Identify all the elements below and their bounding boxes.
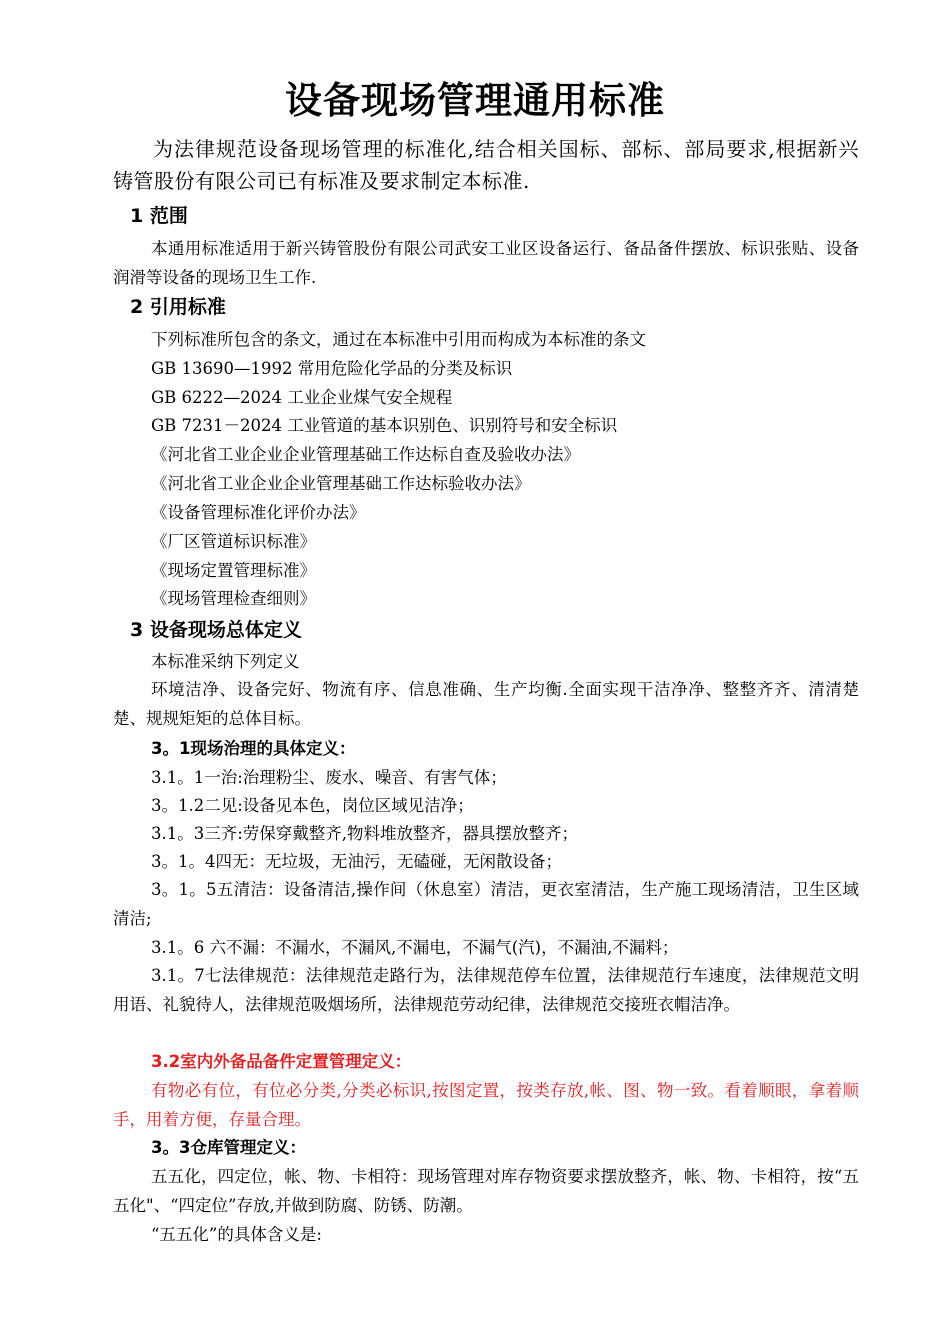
section-3-3-text: 五五化，四定位，帐、物、卡相符：现场管理对库存物资要求摆放整齐，帐、物、卡相符，按“五五化"、“四定位”存放,并做到防腐、防锈、防潮。: [113, 1167, 859, 1215]
definition-item: 3.1。3三齐:劳保穿戴整齐,物料堆放整齐，器具摆放整齐；: [151, 824, 579, 843]
section-3-heading: 3 设备现场总体定义: [130, 619, 302, 641]
definition-item: 3。1。4四无：无垃圾，无油污，无磕碰，无闲散设备；: [151, 852, 562, 871]
reference-item: GB 13690—1992 常用危险化学品的分类及标识: [151, 359, 513, 378]
definition-item: 3。1.2二见:设备见本色，岗位区域见洁净；: [151, 796, 474, 815]
reference-item: 《河北省工业企业企业管理基础工作达标自查及验收办法》: [151, 445, 580, 464]
reference-item: 《河北省工业企业企业管理基础工作达标验收办法》: [151, 474, 531, 493]
section-3-2-heading: 3.2室内外备品备件定置管理定义：: [151, 1052, 412, 1071]
definition-item: 3.1。7七法律规范：法律规范走路行为，法律规范停车位置，法律规范行车速度，法律规范文明用语、礼貌待人，法律规范吸烟场所，法律规范劳动纪律，法律规范交接班衣帽洁净。: [113, 966, 859, 1014]
reference-item: 《现场定置管理标准》: [151, 561, 316, 580]
reference-item: 《设备管理标准化评价办法》: [151, 503, 366, 522]
section-1-text: 本通用标准适用于新兴铸管股份有限公司武安工业区设备运行、备品备件摆放、标识张贴、设备润滑等设备的现场卫生工作.: [113, 239, 859, 287]
reference-item: 《现场管理检查细则》: [151, 589, 316, 608]
document-title: 设备现场管理通用标准: [285, 79, 665, 122]
intro-paragraph: 为法律规范设备现场管理的标准化,结合相关国标、部标、部局要求,根据新兴铸管股份有限公司已有标准及要求制定本标准.: [113, 137, 859, 193]
section-3-2-text: 有物必有位，有位必分类,分类必标识,按图定置，按类存放,帐、图、物一致。看着顺眼，拿着顺手，用着方便，存量合理。: [113, 1081, 859, 1129]
definition-item: 3.1。6 六不漏：不漏水，不漏风,不漏电，不漏气(汽)，不漏油,不漏料；: [151, 938, 679, 957]
definition-item: 3.1。1一治:治理粉尘、废水、噪音、有害气体；: [151, 768, 507, 787]
reference-item: GB 7231－2024 工业管道的基本识别色、识别符号和安全标识: [151, 416, 618, 435]
section-1-heading: 1 范围: [130, 205, 188, 227]
definition-item: 3。1。5五清洁：设备清洁,操作间（休息室）清洁，更衣室清洁，生产施工现场清洁，卫生区域清洁;: [113, 880, 859, 928]
reference-item: 《厂区管道标识标准》: [151, 532, 316, 551]
section-3-3-heading: 3。3仓库管理定义：: [151, 1138, 306, 1157]
reference-item: GB 6222—2024 工业企业煤气安全规程: [151, 388, 453, 407]
section-3-goal: 环境洁净、设备完好、物流有序、信息准确、生产均衡.全面实现干洁净净、整整齐齐、清清楚楚、规规矩矩的总体目标。: [113, 680, 859, 728]
section-3-lead: 本标准采纳下列定义: [151, 652, 300, 671]
section-2-lead: 下列标准所包含的条文，通过在本标准中引用而构成为本标准的条文: [151, 330, 646, 349]
section-3-1-heading: 3。1现场治理的具体定义：: [151, 739, 356, 758]
section-3-3-tail: “五五化”的具体含义是:: [151, 1225, 322, 1244]
section-2-heading: 2 引用标准: [130, 296, 226, 318]
